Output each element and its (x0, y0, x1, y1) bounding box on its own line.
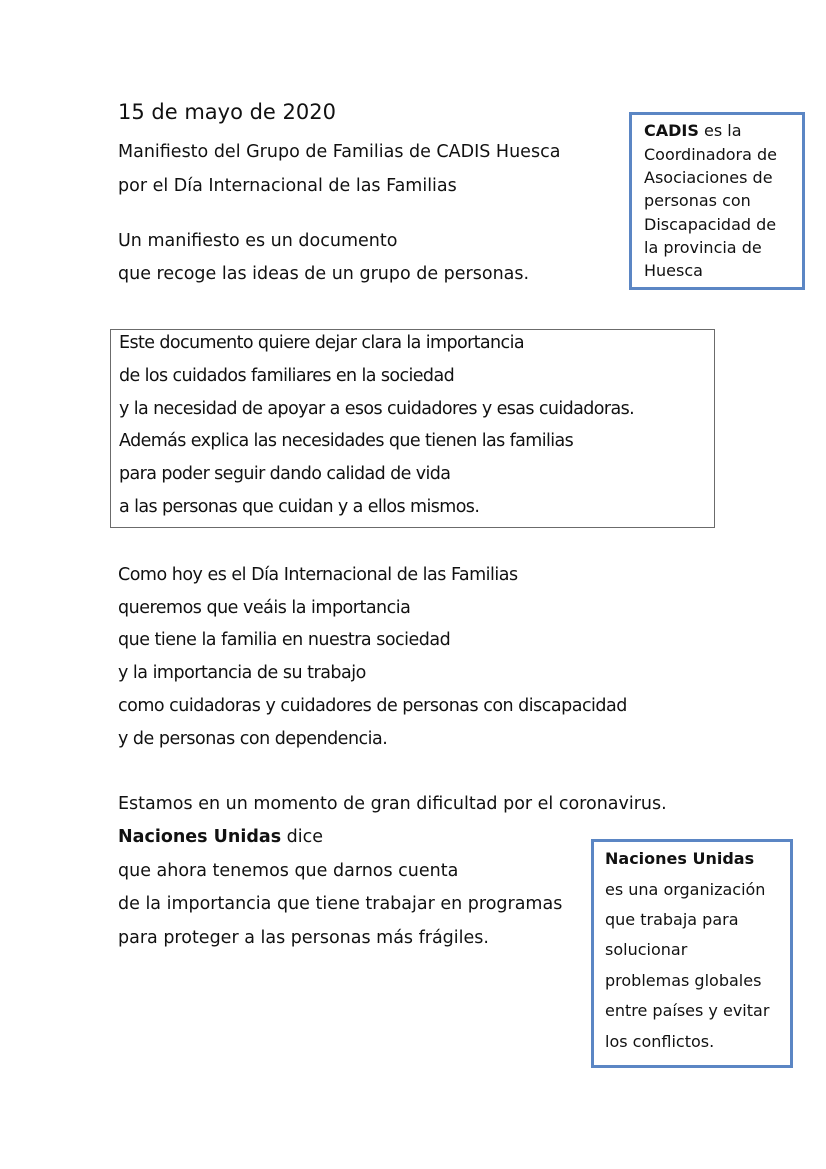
cadis-line-1 (644, 121, 742, 140)
un-line-6: entre países y evitar (605, 1001, 770, 1020)
cadis-line-5: Discapacidad de (644, 215, 777, 234)
un-line-1 (605, 849, 754, 868)
paragraph2-line-3: que tiene la familia en nuestra sociedad (118, 630, 451, 650)
un-line-7: los conflictos. (605, 1032, 715, 1051)
cadis-line-3: Asociaciones de (644, 168, 773, 187)
cadis-line-1-rest: es la (698, 121, 742, 140)
paragraph2-line-1: Como hoy es el Día Internacional de las Familias (118, 565, 518, 585)
paragraph2-line-2: queremos que veáis la importancia (118, 598, 411, 618)
cadis-line-7: Huesca (644, 261, 703, 280)
summary-line-3: y la necesidad de apoyar a esos cuidadores y esas cuidadoras. (119, 399, 635, 419)
document-date: 15 de mayo de 2020 (118, 100, 336, 124)
un-term: Naciones Unidas (605, 849, 755, 868)
summary-line-1: Este documento quiere dejar clara la importancia (119, 333, 524, 353)
paragraph2-line-6: y de personas con dependencia. (118, 729, 388, 749)
paragraph3-line-4: de la importancia que tiene trabajar en programas (118, 894, 563, 914)
cadis-term: CADIS (644, 121, 699, 140)
summary-line-4: Además explica las necesidades que tienen las familias (119, 431, 574, 451)
title-line-1: Manifiesto del Grupo de Familias de CADIS Huesca (118, 142, 561, 162)
cadis-line-2: Coordinadora de (644, 145, 778, 164)
summary-line-5: para poder seguir dando calidad de vida (119, 464, 451, 484)
intro-line-1: Un manifiesto es un documento (118, 231, 398, 251)
un-line-3: que trabaja para (605, 910, 739, 929)
summary-line-2: de los cuidados familiares en la sociedad (119, 366, 455, 386)
paragraph3-line-2-rest: dice (281, 827, 324, 847)
intro-line-2: que recoge las ideas de un grupo de personas. (118, 264, 530, 284)
paragraph3-line-1: Estamos en un momento de gran dificultad por el coronavirus. (118, 794, 667, 814)
summary-line-6: a las personas que cuidan y a ellos mismos. (119, 497, 480, 517)
paragraph3-line-3: que ahora tenemos que darnos cuenta (118, 861, 459, 881)
un-line-2: es una organización (605, 880, 766, 899)
paragraph2-line-5: como cuidadoras y cuidadores de personas con discapacidad (118, 696, 627, 716)
cadis-definition-box (629, 112, 805, 290)
paragraph3-line-5: para proteger a las personas más frágiles. (118, 928, 489, 948)
un-line-4: solucionar (605, 940, 688, 959)
summary-box (110, 329, 715, 528)
paragraph3-line-2 (118, 827, 323, 847)
cadis-line-4: personas con (644, 191, 751, 210)
naciones-unidas-definition-box (591, 839, 793, 1068)
title-line-2: por el Día Internacional de las Familias (118, 176, 457, 196)
paragraph2-line-4: y la importancia de su trabajo (118, 663, 366, 683)
naciones-unidas-term: Naciones Unidas (118, 827, 282, 847)
un-line-5: problemas globales (605, 971, 762, 990)
cadis-line-6: la provincia de (644, 238, 762, 257)
